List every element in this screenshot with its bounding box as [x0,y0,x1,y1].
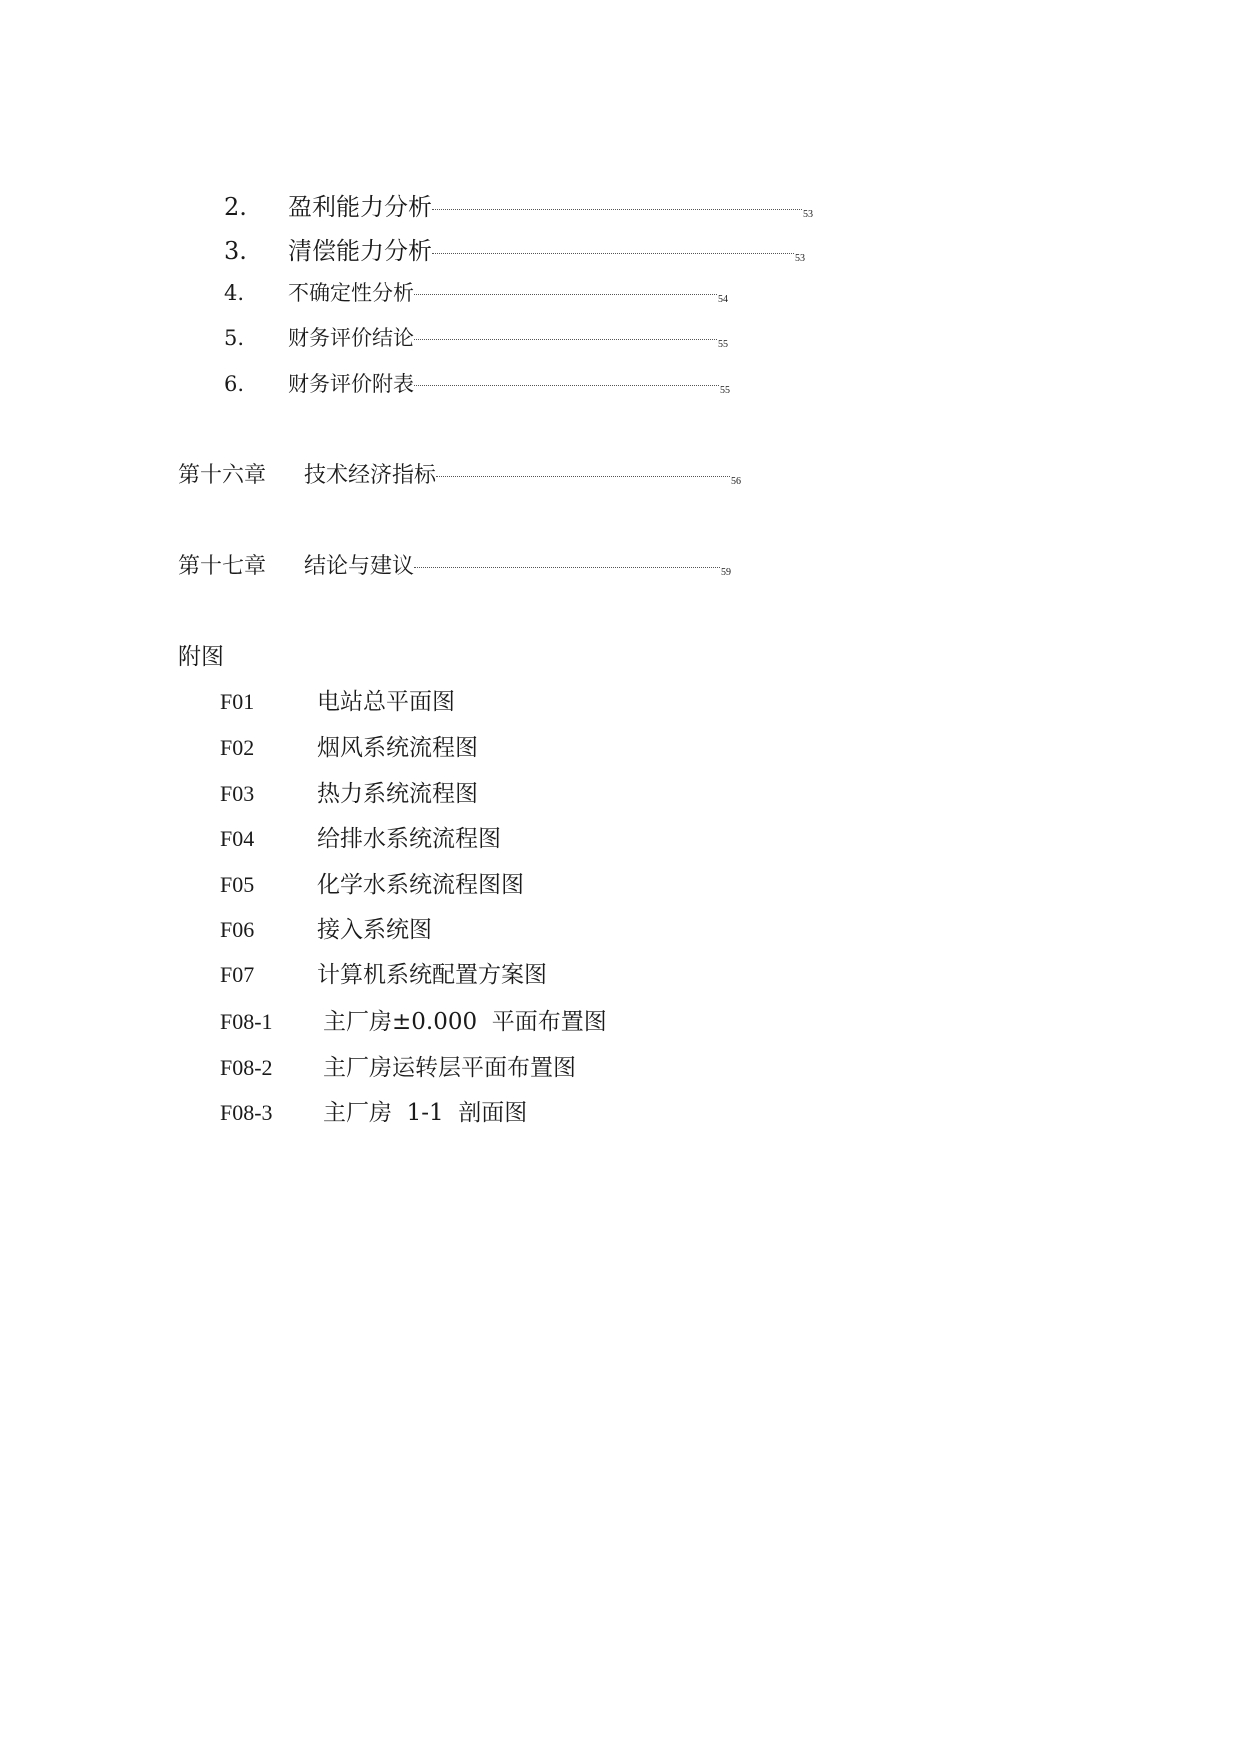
figure-title: 计算机系统配置方案图 [317,962,547,988]
figure-title: 电站总平面图 [317,689,455,715]
toc-chapter[interactable] [178,549,731,580]
dotted-leader [414,294,717,295]
toc-entry-page: 55 [718,339,728,350]
figure-code: F06 [220,917,255,942]
figure-entry[interactable] [220,683,455,716]
figure-title: 烟风系统流程图 [317,735,478,761]
toc-entry-title: 清偿能力分析 [288,237,432,265]
dotted-leader [414,385,719,386]
figure-title: 化学水系统流程图图 [317,872,524,898]
toc-entry[interactable] [224,187,813,222]
figure-entry[interactable] [220,729,478,762]
toc-entry-page: 55 [720,385,730,396]
dotted-leader [414,567,720,568]
figure-code: F01 [220,689,255,714]
figure-entry[interactable] [220,956,547,989]
toc-entry-number: 3. [224,237,247,265]
chapter-page: 59 [721,567,732,578]
figure-title: 热力系统流程图 [317,781,478,807]
toc-entry-title: 盈利能力分析 [288,193,432,221]
dotted-leader [432,209,802,210]
figure-title: 主厂房±0.000 平面布置图 [323,1009,607,1035]
figure-code: F07 [220,962,255,987]
figure-code: F04 [220,826,255,851]
chapter-number: 第十六章 [178,463,267,488]
figure-entry[interactable] [220,1049,576,1082]
figure-code: F02 [220,735,255,760]
figure-code: F08-2 [220,1055,273,1080]
figure-title: 主厂房运转层平面布置图 [323,1055,576,1081]
chapter-title: 技术经济指标 [304,463,437,488]
figure-entry[interactable] [220,1003,607,1036]
toc-entry-page: 53 [795,253,805,264]
toc-entry-number: 5. [224,326,245,350]
figure-title: 接入系统图 [317,917,432,943]
figure-entry[interactable] [220,911,432,944]
dotted-leader [436,476,730,477]
figure-code: F03 [220,781,255,806]
toc-entry-page: 53 [803,209,813,220]
toc-entry[interactable] [224,322,728,352]
dotted-leader [432,253,794,254]
figure-title: 给排水系统流程图 [317,826,501,852]
chapter-number: 第十七章 [178,554,267,579]
chapter-title: 结论与建议 [304,554,415,579]
figure-entry[interactable] [220,775,478,808]
figure-entry[interactable] [220,1094,527,1127]
toc-entry-number: 6. [224,372,245,396]
toc-entry-title: 财务评价结论 [288,326,414,350]
figure-title: 主厂房 1-1 剖面图 [323,1100,528,1126]
figure-entry[interactable] [220,820,501,853]
figure-code: F08-3 [220,1100,273,1125]
toc-entry-page: 54 [718,294,728,305]
figure-entry[interactable] [220,866,524,899]
toc-entry-number: 4. [224,281,245,305]
toc-entry[interactable] [224,277,728,307]
toc-chapter[interactable] [178,458,741,489]
toc-entry[interactable] [224,231,805,266]
dotted-leader [414,339,717,340]
toc-entry-title: 不确定性分析 [288,281,414,305]
toc-entry-number: 2. [224,193,247,221]
toc-entry[interactable] [224,368,730,398]
figure-code: F08-1 [220,1009,273,1034]
figure-code: F05 [220,872,255,897]
toc-entry-title: 财务评价附表 [288,372,414,396]
chapter-page: 56 [731,476,742,487]
appendix-heading: 附图 [178,644,224,670]
